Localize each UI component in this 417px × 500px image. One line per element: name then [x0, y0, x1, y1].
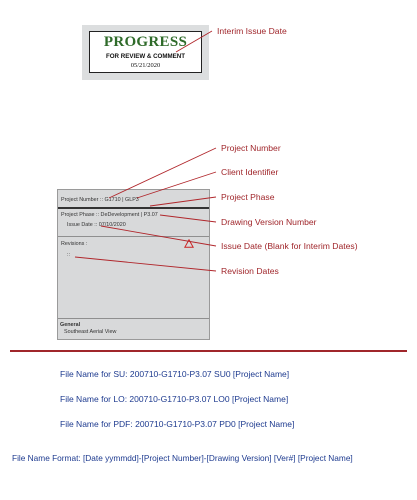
revisions-value: :: — [67, 252, 70, 258]
section-divider — [10, 350, 407, 352]
file-name-su: File Name for SU: 200710-G1710-P3.07 SU0 [Project Name] — [60, 369, 290, 379]
leader-drawing-version-number — [160, 215, 216, 222]
stamp-subtitle: FOR REVIEW & COMMENT — [105, 53, 186, 60]
issue-date-field: Issue Date :: 07/10/2020 — [67, 222, 126, 228]
callout-project-phase: Project Phase — [221, 192, 275, 202]
leader-project-phase — [150, 197, 216, 206]
callout-interim-issue-date: Interim Issue Date — [217, 26, 287, 36]
leader-interim-issue-date — [176, 31, 212, 52]
project-phase-field: Project Phase :: DeDevelopment | P3.07 — [61, 212, 158, 218]
view-name: Southeast Aerial View — [64, 329, 117, 335]
project-number-field: Project Number :: G1710 | GLP3 — [61, 197, 139, 203]
callout-revision-dates: Revision Dates — [221, 266, 279, 276]
callout-project-number: Project Number — [221, 143, 281, 153]
view-category: General — [60, 322, 81, 328]
stamp-title: PROGRESS — [103, 34, 188, 50]
file-name-pdf: File Name for PDF: 200710-G1710-P3.07 PD0 [Project Name] — [60, 419, 295, 429]
leader-issue-date — [101, 226, 216, 246]
callout-client-identifier: Client Identifier — [221, 167, 279, 177]
leader-revision-dates — [75, 257, 216, 271]
leader-project-number — [109, 148, 216, 198]
file-name-format: File Name Format: [Date yymmdd]-[Project Number]-[Drawing Version] [Ver#] [Project Name] — [12, 453, 353, 463]
callout-issue-date: Issue Date (Blank for Interim Dates) — [221, 241, 358, 251]
revisions-label: Revisions : — [61, 241, 88, 247]
stamp-date: 05/21/2020 — [130, 62, 161, 69]
file-name-lo: File Name for LO: 200710-G1710-P3.07 LO0 [Project Name] — [60, 394, 289, 404]
callout-drawing-version-number: Drawing Version Number — [221, 217, 317, 227]
leader-client-identifier — [137, 172, 216, 198]
